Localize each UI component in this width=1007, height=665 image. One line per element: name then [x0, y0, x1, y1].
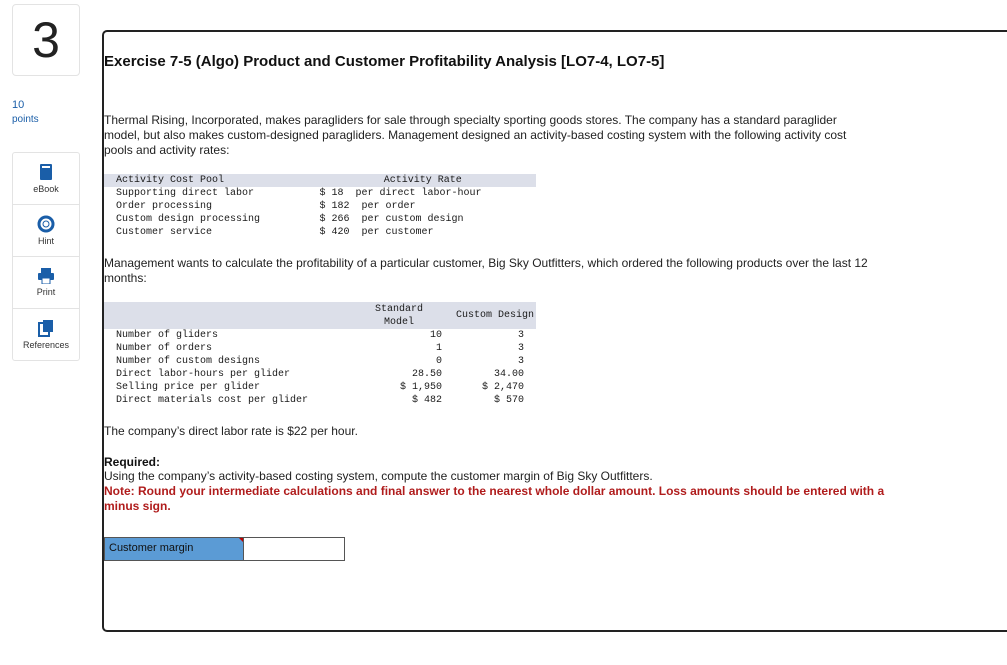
references-icon [38, 319, 54, 337]
table-row [104, 187, 536, 200]
row-label: Direct labor-hours per glider [116, 369, 291, 380]
table-row [104, 381, 536, 394]
references-button[interactable] [13, 309, 79, 360]
pool-name: Custom design processing [116, 214, 261, 225]
intro-text: Thermal Rising, Incorporated, makes paragliders for sale through specialty sporting goods stores. The company has a standard paraglider model, but also makes custom-designed paragliders. Management designed an activity-based costing system with the following activity cost pools and activity rates: [104, 113, 847, 157]
pool-rate: $ 182 per order [319, 201, 416, 212]
table-row [104, 355, 536, 368]
lifebuoy-icon [37, 215, 55, 233]
customer-margin-label: Customer margin [105, 538, 243, 560]
row-label: Number of custom designs [116, 356, 261, 367]
custom-value: $ 2,470 [481, 382, 524, 393]
std-value: 10 [429, 330, 442, 341]
answer-row [104, 537, 345, 561]
references-label: References [22, 340, 70, 350]
pool-rate: $ 18 per direct labor-hour [319, 188, 482, 199]
required-heading: Required: [104, 455, 161, 469]
required-text: Using the company’s activity-based costing system, compute the customer margin of Big Sky Outfitters. [104, 469, 653, 483]
points-value: 10 [12, 99, 25, 111]
hint-button[interactable] [13, 205, 79, 257]
printer-icon [37, 268, 55, 284]
pool-rate: $ 420 per customer [319, 227, 434, 238]
header-blank [104, 302, 344, 329]
row-label: Number of gliders [116, 330, 219, 341]
mid-text: Management wants to calculate the profitability of a particular customer, Big Sky Outfitters, which ordered the following products over the last 12 months: [104, 256, 868, 285]
table-row [104, 213, 536, 226]
custom-value: $ 570 [493, 395, 524, 406]
table-row [104, 329, 536, 342]
table-row [104, 226, 536, 239]
header-standard-model: Standard Model [344, 302, 454, 329]
print-button[interactable] [13, 257, 79, 309]
pool-rate: $ 266 per custom design [319, 214, 464, 225]
hint-label: Hint [37, 236, 54, 246]
custom-value: 3 [517, 356, 524, 367]
std-value: 1 [435, 343, 442, 354]
activity-rate-table [104, 174, 536, 239]
header-custom-design: Custom Design [454, 302, 536, 329]
custom-value: 3 [517, 330, 524, 341]
exercise-title: Exercise 7-5 (Algo) Product and Customer Profitability Analysis [LO7-4, LO7-5] [104, 53, 665, 70]
ebook-button[interactable] [13, 153, 79, 205]
std-value: $ 1,950 [399, 382, 442, 393]
question-number: 3 [12, 4, 80, 76]
table-row [104, 342, 536, 355]
pool-name: Customer service [116, 227, 213, 238]
customer-margin-input[interactable] [243, 538, 344, 560]
ebook-label: eBook [33, 184, 59, 194]
pool-name: Order processing [116, 201, 213, 212]
header-activity-cost-pool: Activity Cost Pool [104, 174, 309, 187]
points-label: points [12, 114, 39, 125]
labor-rate-text: The company’s direct labor rate is $22 per hour. [104, 424, 358, 438]
row-label: Number of orders [116, 343, 213, 354]
ebook-icon [38, 163, 54, 181]
table-row [104, 394, 536, 407]
print-label: Print [36, 287, 56, 297]
row-label: Selling price per glider [116, 382, 261, 393]
product-table [104, 302, 536, 407]
custom-value: 3 [517, 343, 524, 354]
std-value: 28.50 [411, 369, 442, 380]
std-value: 0 [435, 356, 442, 367]
table-row [104, 200, 536, 213]
custom-value: 34.00 [493, 369, 524, 380]
std-value: $ 482 [411, 395, 442, 406]
row-label: Direct materials cost per glider [116, 395, 309, 406]
rounding-note: Note: Round your intermediate calculations and final answer to the nearest whole dollar amount. Loss amounts should be entered with a minus sign. [104, 484, 885, 513]
table-row [104, 368, 536, 381]
header-activity-rate: Activity Rate [309, 174, 536, 187]
pool-name: Supporting direct labor [116, 188, 255, 199]
tools-panel [12, 152, 80, 361]
